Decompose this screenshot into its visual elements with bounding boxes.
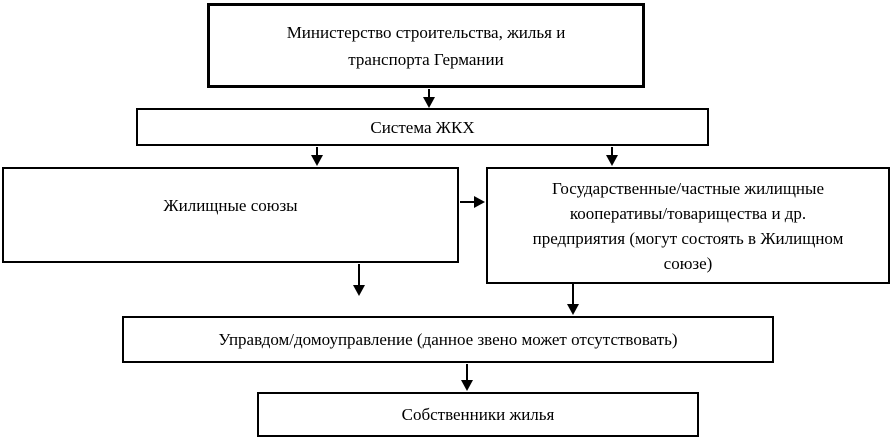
node-manager (122, 316, 774, 363)
arrow-head (311, 155, 323, 166)
node-ministry-label-line: транспорта Германии (348, 49, 504, 69)
node-unions (2, 167, 459, 263)
arrow-head (474, 196, 485, 208)
node-cooperatives-label-line: союзе) (663, 253, 713, 273)
arrow-manager-to-owners (461, 364, 473, 391)
node-cooperatives-label-line: Государственные/частные жилищные (552, 178, 824, 198)
arrow-system-to-unions (311, 147, 323, 166)
node-ministry (207, 3, 645, 88)
node-owners (257, 392, 699, 437)
node-owners-label: Собственники жилья (401, 405, 555, 424)
arrow-ministry-to-system (423, 89, 435, 108)
node-manager-label: Управдом/домоуправление (данное звено может отсутствовать) (218, 330, 678, 349)
arrow-head (461, 380, 473, 391)
arrow-unions-to-manager (353, 264, 365, 296)
arrow-unions-to-cooperatives (460, 196, 485, 208)
node-cooperatives-label-line: предприятия (могут состоять в Жилищном (532, 228, 844, 248)
node-ministry-label-line: Министерство строительства, жилья и (286, 22, 566, 42)
arrow-head (606, 155, 618, 166)
arrow-head (567, 304, 579, 315)
node-cooperatives (486, 167, 890, 284)
node-system (136, 108, 709, 146)
arrow-system-to-cooperatives (606, 147, 618, 166)
arrow-cooperatives-to-manager (567, 284, 579, 315)
arrow-head (423, 97, 435, 108)
arrow-head (353, 285, 365, 296)
node-cooperatives-label-line: кооперативы/товарищества и др. (569, 203, 807, 223)
node-unions-label: Жилищные союзы (163, 196, 298, 215)
node-system-label: Система ЖКХ (370, 117, 475, 137)
